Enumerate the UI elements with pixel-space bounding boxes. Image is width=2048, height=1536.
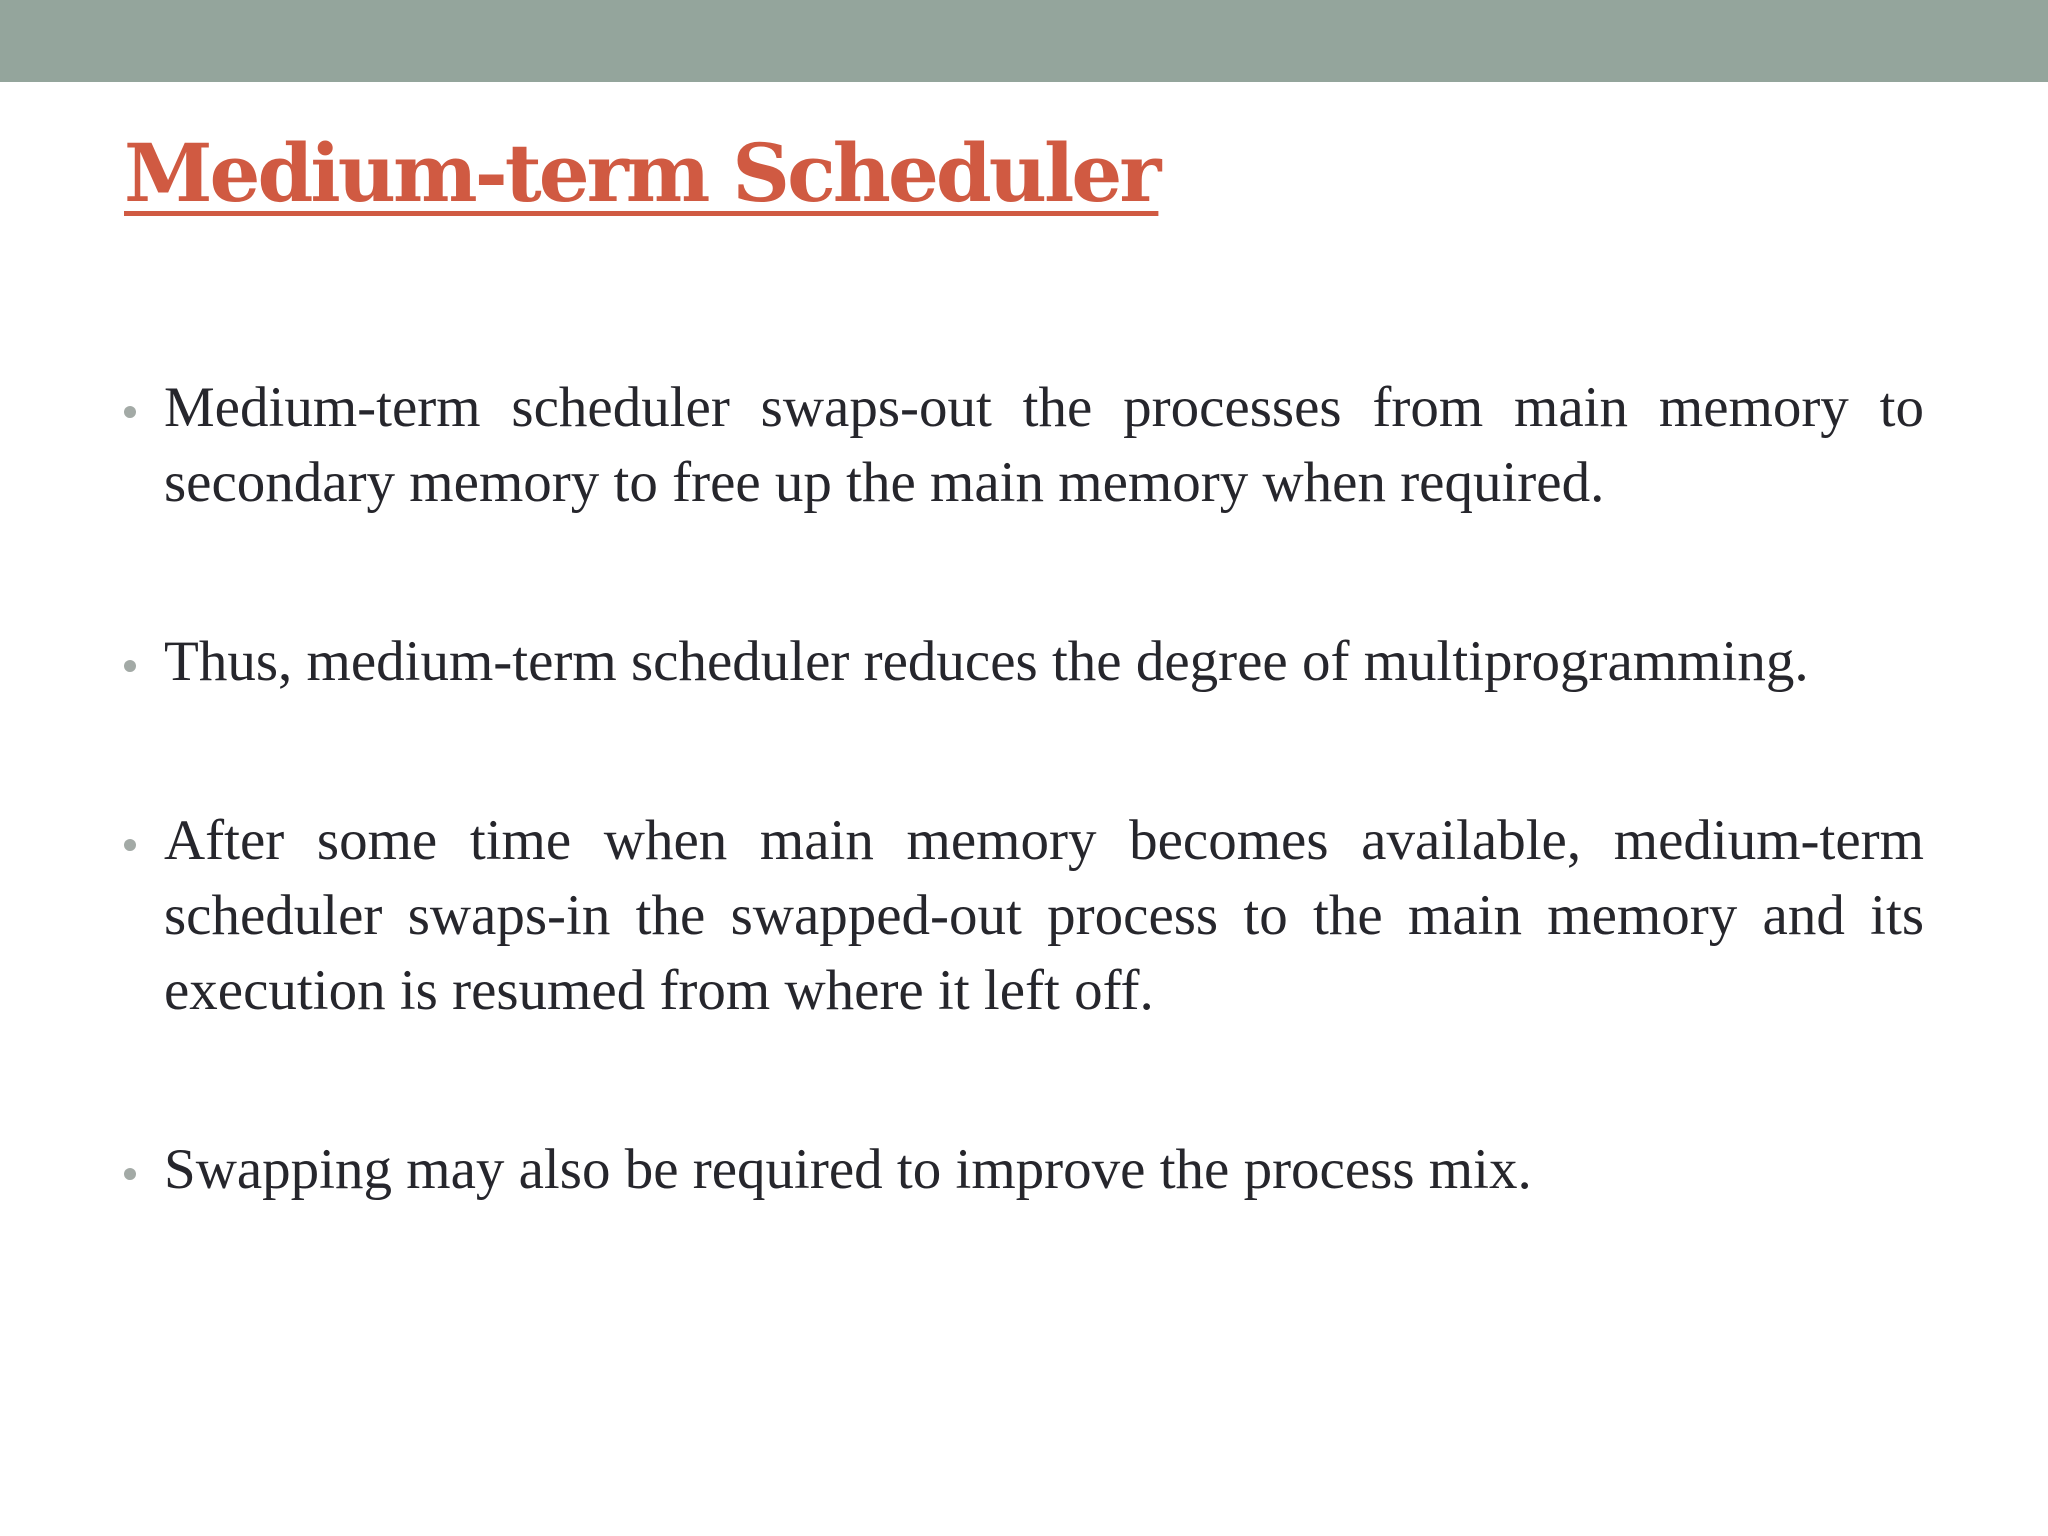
bullet-dot-icon: [124, 1168, 136, 1180]
bullet-dot-icon: [124, 406, 136, 418]
slide-title: Medium-term Scheduler: [124, 126, 1159, 220]
bullet-item: [122, 370, 1924, 520]
bullet-text: Medium-term scheduler swaps-out the processes from main memory to secondary memory to free up the main memory when required.: [164, 376, 1924, 514]
bullet-item: [122, 1132, 1924, 1207]
bullet-item: [122, 803, 1924, 1028]
bullet-text: After some time when main memory becomes available, medium-term scheduler swaps-in the swapped-out process to the main memory and its execution is resumed from where it left off.: [164, 809, 1924, 1022]
top-accent-band: [0, 0, 2048, 82]
bullet-item: [122, 624, 1924, 699]
bullet-text: Thus, medium-term scheduler reduces the degree of multiprogramming.: [164, 630, 1809, 693]
bullet-text: Swapping may also be required to improve the process mix.: [164, 1138, 1532, 1201]
bullet-dot-icon: [124, 839, 136, 851]
bullet-list: [122, 370, 1924, 1207]
bullet-dot-icon: [124, 660, 136, 672]
